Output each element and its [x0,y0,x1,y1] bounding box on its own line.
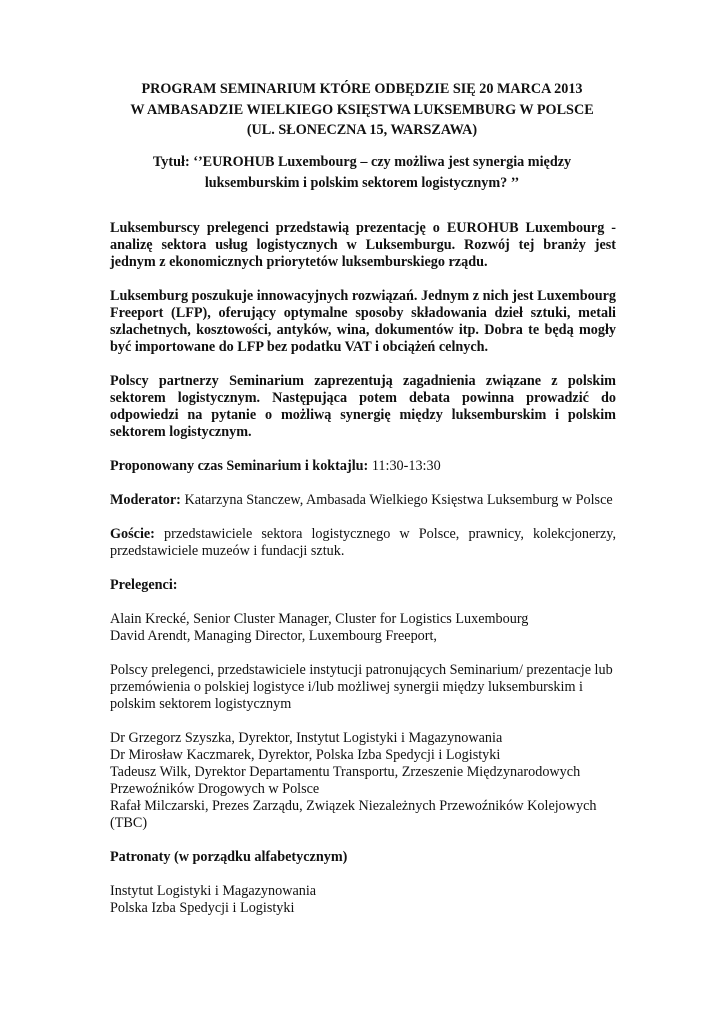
title-line: (UL. SŁONECZNA 15, WARSZAWA) [246,122,478,138]
moderator-value: Katarzyna Stanczew, Ambasada Wielkiego Księstwa Luksemburg w Polsce [180,492,613,508]
patrons-heading: Patronaty (w porządku alfabetycznym) [110,849,348,865]
speaker-item: Dr Mirosław Kaczmarek, Dyrektor, Polska Izba Spedycji i Logistyki [110,747,501,763]
speaker-item: Alain Krecké, Senior Cluster Manager, Cluster for Logistics Luxembourg [110,611,529,627]
time-paragraph [110,458,616,475]
intro-paragraph-1: Luksemburscy prelegenci przedstawią prezentację o EUROHUB Luxembourg - analizę sektora usług logistycznych w Luksemburgu. Rozwój tej branży jest jednym z ekonomicznych priorytetów luksemburskiego rządu. [110,220,616,270]
polish-speakers [110,730,616,832]
intro-paragraph-2: Luksemburg poszukuje innowacyjnych rozwiązań. Jednym z nich jest Luxembourg Freeport (LFP), oferujący optymalne sposoby składowania dzieł sztuki, metali szlachetnych, kosztowości, antyków, wina, dokumentów itp. Dobra te będą mogły być importowane do LFP bez podatku VAT i obciążeń celnych. [110,288,616,355]
subtitle-line: luksemburskim i polskim sektorem logistycznym? ’’ [204,174,520,191]
polish-speakers-intro: Polscy prelegenci, przedstawiciele instytucji patronujących Seminarium/ prezentacje lub przemówienia o polskiej logistyce i/lub możliwej synergii między luksemburskim i polskim sektorem logistycznym [110,662,613,712]
speaker-item: Rafał Milczarski, Prezes Zarządu, Związek Niezależnych Przewoźników Kolejowych (TBC) [110,798,597,831]
time-value: 11:30-13:30 [368,458,441,474]
document-body [110,220,616,934]
patron-item: Instytut Logistyki i Magazynowania [110,883,317,899]
patrons-list [110,883,616,917]
moderator-paragraph [110,492,616,509]
speakers-heading: Prelegenci: [110,577,178,593]
guests-label: Goście: [110,526,155,542]
luxembourg-speakers [110,611,616,645]
intro-paragraph-3: Polscy partnerzy Seminarium zaprezentują zagadnienia związane z polskim sektorem logistycznym. Następująca potem debata powinna prowadzić do odpowiedzi na pytanie o możliwą synergię między luksemburskim i polskim sektorem logistycznym. [110,373,616,440]
patron-item: Polska Izba Spedycji i Logistyki [110,900,295,916]
speaker-item: David Arendt, Managing Director, Luxembourg Freeport, [110,628,437,644]
guests-paragraph [110,526,616,560]
document-title [60,79,664,141]
time-label: Proponowany czas Seminarium i koktajlu: [110,458,369,474]
title-line: PROGRAM SEMINARIUM KTÓRE ODBĘDZIE SIĘ 20 MARCA 2013 [141,81,583,97]
title-line: W AMBASADZIE WIELKIEGO KSIĘSTWA LUKSEMBURG W POLSCE [130,101,594,118]
speaker-item: Dr Grzegorz Szyszka, Dyrektor, Instytut Logistyki i Magazynowania [110,730,503,746]
moderator-label: Moderator: [110,492,181,508]
subtitle-line: Tytuł: ‘’EUROHUB Luxembourg – czy możliwa jest synergia między [152,154,572,170]
speaker-item: Tadeusz Wilk, Dyrektor Departamentu Transportu, Zrzeszenie Międzynarodowych Przewoźników Drogowych w Polsce [110,764,581,797]
document-subtitle [80,152,644,193]
guests-value: przedstawiciele sektora logistycznego w Polsce, prawnicy, kolekcjonerzy, przedstawiciele muzeów i fundacji sztuk. [110,526,616,559]
